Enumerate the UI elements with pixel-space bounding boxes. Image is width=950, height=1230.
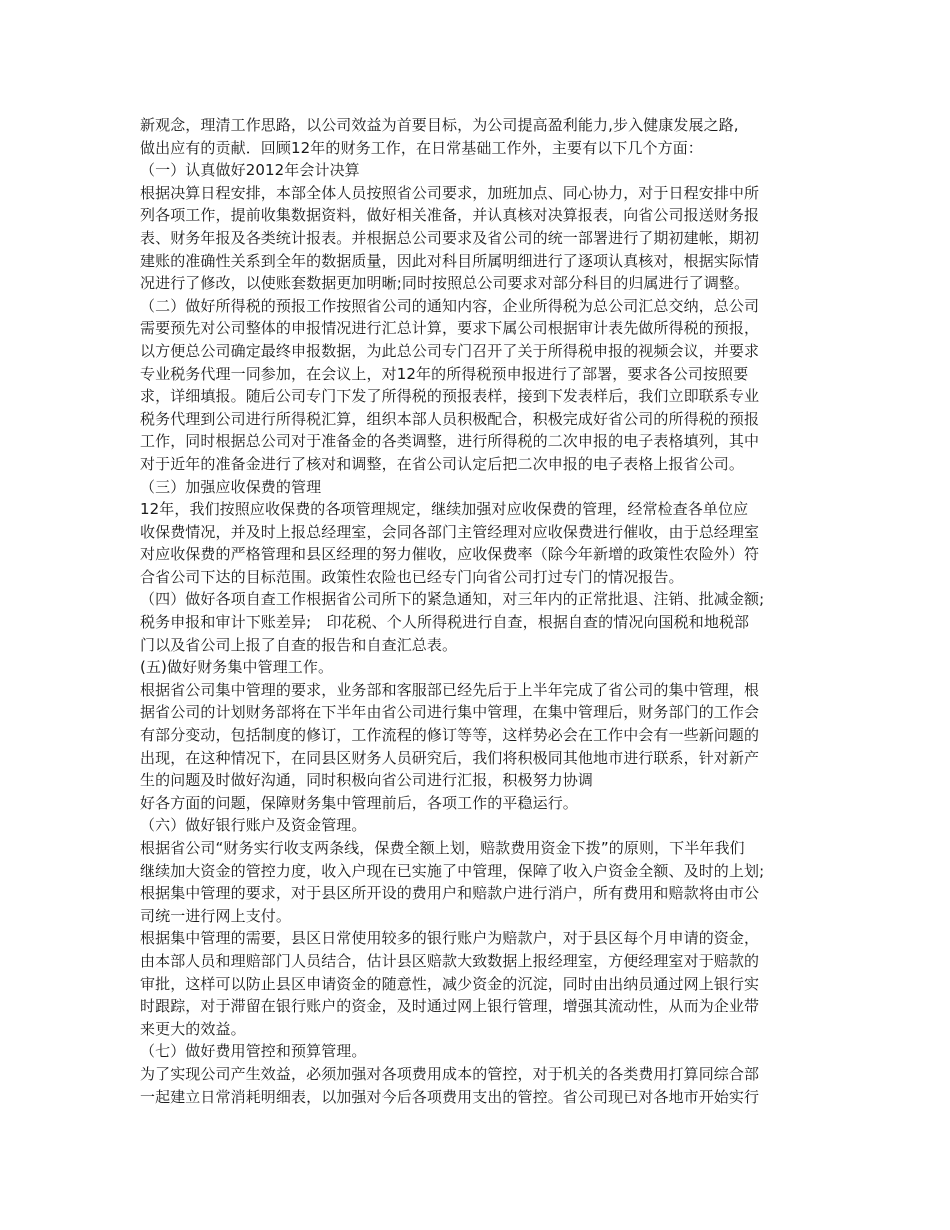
text-line: 根据决算日程安排，本部全体人员按照省公司要求，加班加点、同心协力，对于日程安排中所 [140,183,760,202]
text-line: （七）做好费用管控和预算管理。 [140,1042,367,1061]
text-line: 收保费情况，并及时上报总经理室，会同各部门主管经理对应收保费进行催收，由于总经理室 [140,522,760,541]
text-line: （六）做好银行账户及资金管理。 [140,816,367,835]
text-line: 一起建立日常消耗明细表，以加强对今后各项费用支出的管控。省公司现已对各地市开始实行 [140,1087,760,1106]
text-line: 12年，我们按照应收保费的各项管理规定，继续加强对应收保费的管理，经常检查各单位应 [140,500,749,519]
text-line: 好各方面的问题，保障财务集中管理前后，各项工作的平稳运行。 [140,793,578,812]
text-line: 来更大的效益。 [140,1019,246,1038]
text-line: 税务代理到公司进行所得税汇算，组织本部人员积极配合，积极完成好省公司的所得税的预报 [140,409,760,428]
text-line: 司统一进行网上支付。 [140,906,292,925]
text-line: 门以及省公司上报了自查的报告和自查汇总表。 [140,635,458,654]
text-line: 建账的准确性关系到全年的数据质量，因此对科目所属明细进行了逐项认真核对，根据实际情 [140,251,760,270]
text-line: 据省公司的计划财务部将在下半年由省公司进行集中管理，在集中管理后，财务部门的工作会 [140,703,760,722]
text-line: （四）做好各项自查工作根据省公司所下的紧急通知，对三年内的正常批退、注销、批减金额; [140,590,765,609]
text-line: 根据省公司“财务实行收支两条线，保费全额上划，赔款费用资金下拨”的原则，下半年我们 [140,839,745,857]
text-line: 以方便总公司确定最终申报数据，为此总公司专门召开了关于所得税申报的视频会议，并要求 [140,341,760,360]
text-line: 审批，这样可以防止县区申请资金的随意性，减少资金的沉淀，同时由出纳员通过网上银行实 [140,974,760,993]
text-line: 做出应有的贡献．回顾12年的财务工作，在日常基础工作外，主要有以下几个方面： [140,138,703,157]
text-line: 有部分变动，包括制度的修订，工作流程的修订等等，这样势必会在工作中会有一些新问题的 [140,726,760,745]
document-body [140,114,820,1108]
text-line: 根据省公司集中管理的要求，业务部和客服部已经先后于上半年完成了省公司的集中管理，根 [140,680,760,699]
text-line: 根据集中管理的需要，县区日常使用较多的银行账户为赔款户，对于县区每个月申请的资金， [140,929,760,948]
text-line: （三）加强应收保费的管理 [140,477,322,496]
text-line: （二）做好所得税的预报工作按照省公司的通知内容，企业所得税为总公司汇总交纳，总公司 [140,296,760,315]
text-line: 继续加大资金的管控力度，收入户现在已实施了中管理，保障了收入户资金全额、及时的上划; [140,861,765,880]
text-line: 对于近年的准备金进行了核对和调整，在省公司认定后把二次申报的电子表格上报省公司。 [140,454,745,473]
text-line: （一）认真做好2012年会计决算 [140,161,360,180]
text-line: 由本部人员和理赔部门人员结合，估计县区赔款大致数据上报经理室，方便经理室对于赔款的 [140,951,760,970]
text-line: 况进行了修改，以使账套数据更加明晰;同时按照总公司要求对部分科目的归属进行了调整。 [140,274,750,293]
text-line: 根据集中管理的要求，对于县区所开设的费用户和赔款户进行消户，所有费用和赔款将由市公 [140,884,760,903]
text-line: 需要预先对公司整体的申报情况进行汇总计算，要求下属公司根据审计表先做所得税的预报， [140,319,760,338]
text-line: (五)做好财务集中管理工作。 [140,658,334,677]
text-line: 对应收保费的严格管理和县区经理的努力催收，应收保费率（除今年新增的政策性农险外）符 [140,545,760,564]
text-line: 表、财务年报及各类统计报表。并根据总公司要求及省公司的统一部署进行了期初建帐，期初 [140,228,760,247]
text-line: 工作，同时根据总公司对于准备金的各类调整，进行所得税的二次申报的电子表格填列，其中 [140,432,760,451]
text-line: 列各项工作，提前收集数据资料，做好相关准备，并认真核对决算报表，向省公司报送财务报 [140,206,760,225]
text-line: 新观念，理清工作思路，以公司效益为首要目标，为公司提高盈利能力,步入健康发展之路, [140,116,739,134]
text-line: 时跟踪，对于滞留在银行账户的资金，及时通过网上银行管理，增强其流动性，从而为企业带 [140,997,760,1016]
text-line: 合省公司下达的目标范围。政策性农险也已经专门向省公司打过专门的情况报告。 [140,567,684,586]
text-line: 生的问题及时做好沟通，同时积极向省公司进行汇报，积极努力协调 [140,771,594,790]
text-line: 专业税务代理一同参加，在会议上，对12年的所得税预申报进行了部署，要求各公司按照要 [140,364,749,383]
text-line: 出现，在这种情况下，在同县区财务人员研究后，我们将积极同其他地市进行联系，针对新产 [140,748,760,767]
text-line: 税务申报和审计下账差异; 印花税、个人所得税进行自查，根据自查的情况向国税和地税部 [140,613,750,632]
text-line: 求，详细填报。随后公司专门下发了所得税的预报表样，接到下发表样后，我们立即联系专业 [140,387,760,406]
text-line: 为了实现公司产生效益，必须加强对各项费用成本的管控，对于机关的各类费用打算同综合部 [140,1064,760,1083]
